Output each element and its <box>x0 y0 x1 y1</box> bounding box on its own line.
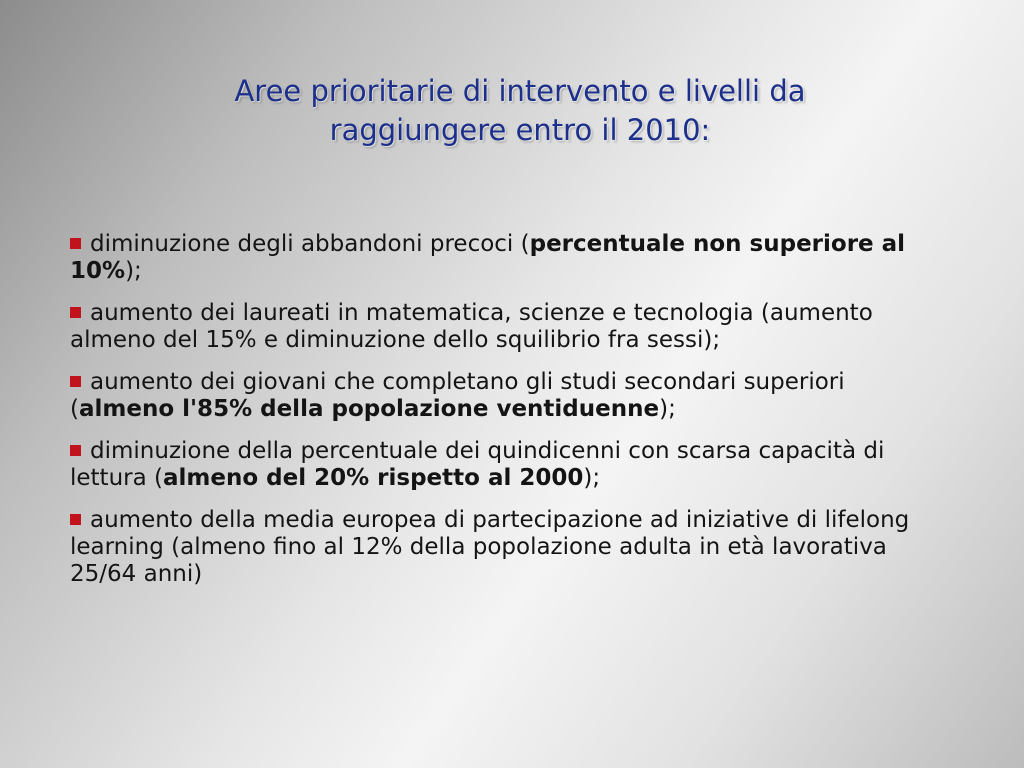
bullet-text: diminuzione degli abbandoni precoci ( <box>90 231 530 257</box>
bullet-text-end: ); <box>125 258 142 284</box>
bullet-bold-text: almeno l'85% della popolazione ventiduenne <box>78 396 660 422</box>
bullet-bold-text: almeno del 20% rispetto al 2000 <box>163 465 584 491</box>
bullet-list <box>70 231 930 603</box>
bullet-bold-text: percentuale non superiore al 10% <box>70 231 906 284</box>
bullet-item-4 <box>70 438 930 492</box>
bullet-item-5 <box>70 507 930 588</box>
title-line-1: Aree prioritarie di intervento e livelli da <box>234 74 806 108</box>
square-bullet-icon <box>70 514 81 525</box>
bullet-text-end: ); <box>583 465 601 491</box>
bullet-text-end: ); <box>659 396 676 422</box>
square-bullet-icon <box>70 376 81 387</box>
title-line-2: raggiungere entro il 2010: <box>329 113 711 147</box>
bullet-text: aumento della media europea di partecipazione ad iniziative di lifelong learning (almeno fino al 12% della popolazione adulta in età lavorativa 25/64 anni) <box>70 507 910 587</box>
bullet-text: diminuzione della percentuale dei quindicenni con scarsa capacità di lettura ( <box>70 438 885 491</box>
bullet-item-2 <box>70 300 930 354</box>
slide-title <box>150 72 890 150</box>
bullet-item-1 <box>70 231 930 285</box>
bullet-item-3 <box>70 369 930 423</box>
square-bullet-icon <box>70 307 81 318</box>
square-bullet-icon <box>70 445 81 456</box>
square-bullet-icon <box>70 238 81 249</box>
bullet-text: aumento dei laureati in matematica, scienze e tecnologia (aumento almeno del 15% e diminuzione dello squilibrio fra sessi); <box>70 300 873 353</box>
bullet-text: aumento dei giovani che completano gli studi secondari superiori ( <box>70 369 845 422</box>
